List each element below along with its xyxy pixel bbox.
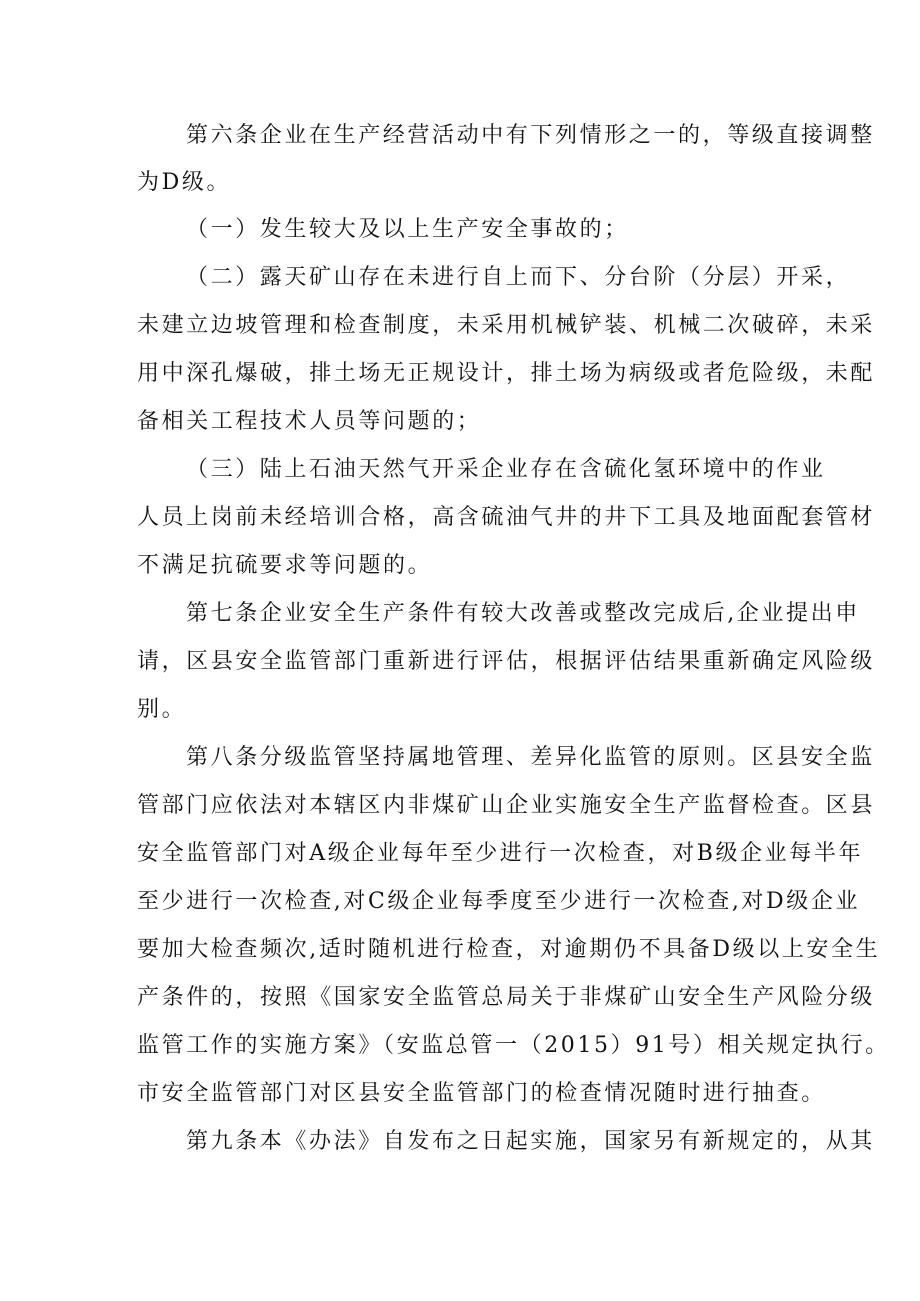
text-line-7: 备相关工程技术人员等问题的； (137, 409, 482, 434)
text-line-14: 第八条分级监管坚持属地管理、差异化监管的原则。区县安全监 (186, 745, 875, 770)
text-line-6: 用中深孔爆破，排土场无正规设计，排土场为病级或者危险级，未配 (137, 361, 876, 386)
text-line-1: 第六条企业在生产经营活动中有下列情形之一的，等级直接调整 (186, 123, 875, 148)
text-line-18: 要加大检查频次,适时随机进行检查，对逾期仍不具备D级以上安全生 (137, 937, 881, 962)
text-line-8: （三）陆上石油天然气开采企业存在含硫化氢环境中的作业 (186, 457, 826, 482)
text-line-20: 监管工作的实施方案》（安监总管一（2015）91号）相关规定执行。 (137, 1033, 890, 1058)
text-line-9: 人员上岗前未经培训合格，高含硫油气井的井下工具及地面配套管材 (137, 505, 876, 530)
text-line-3: （一）发生较大及以上生产安全事故的； (186, 217, 629, 242)
text-line-4: （二）露天矿山存在未进行自上而下、分台阶（分层）开采， (186, 265, 851, 290)
text-line-22: 第九条本《办法》自发布之日起实施，国家另有新规定的，从其 (186, 1129, 875, 1154)
text-line-17: 至少进行一次检查,对C级企业每季度至少进行一次检查,对D级企业 (137, 889, 861, 914)
text-line-12: 请，区县安全监管部门重新进行评估，根据评估结果重新确定风险级 (137, 649, 876, 674)
text-line-16: 安全监管部门对A级企业每年至少进行一次检查，对B级企业每半年 (137, 841, 864, 866)
text-line-19: 产条件的，按照《国家安全监管总局关于非煤矿山安全生产风险分级 (137, 985, 876, 1010)
text-line-21: 市安全监管部门对区县安全监管部门的检查情况随时进行抽查。 (137, 1081, 826, 1106)
text-line-2: 为D级。 (137, 170, 232, 195)
text-line-15: 管部门应依法对本辖区内非煤矿山企业实施安全生产监督检查。区县 (137, 793, 876, 818)
text-line-13: 别。 (137, 697, 187, 722)
text-line-5: 未建立边坡管理和检查制度，未采用机械铲装、机械二次破碎，未采 (137, 313, 876, 338)
text-line-10: 不满足抗硫要求等问题的。 (137, 553, 433, 578)
text-line-11: 第七条企业安全生产条件有较大改善或整改完成后,企业提出申 (186, 601, 860, 626)
